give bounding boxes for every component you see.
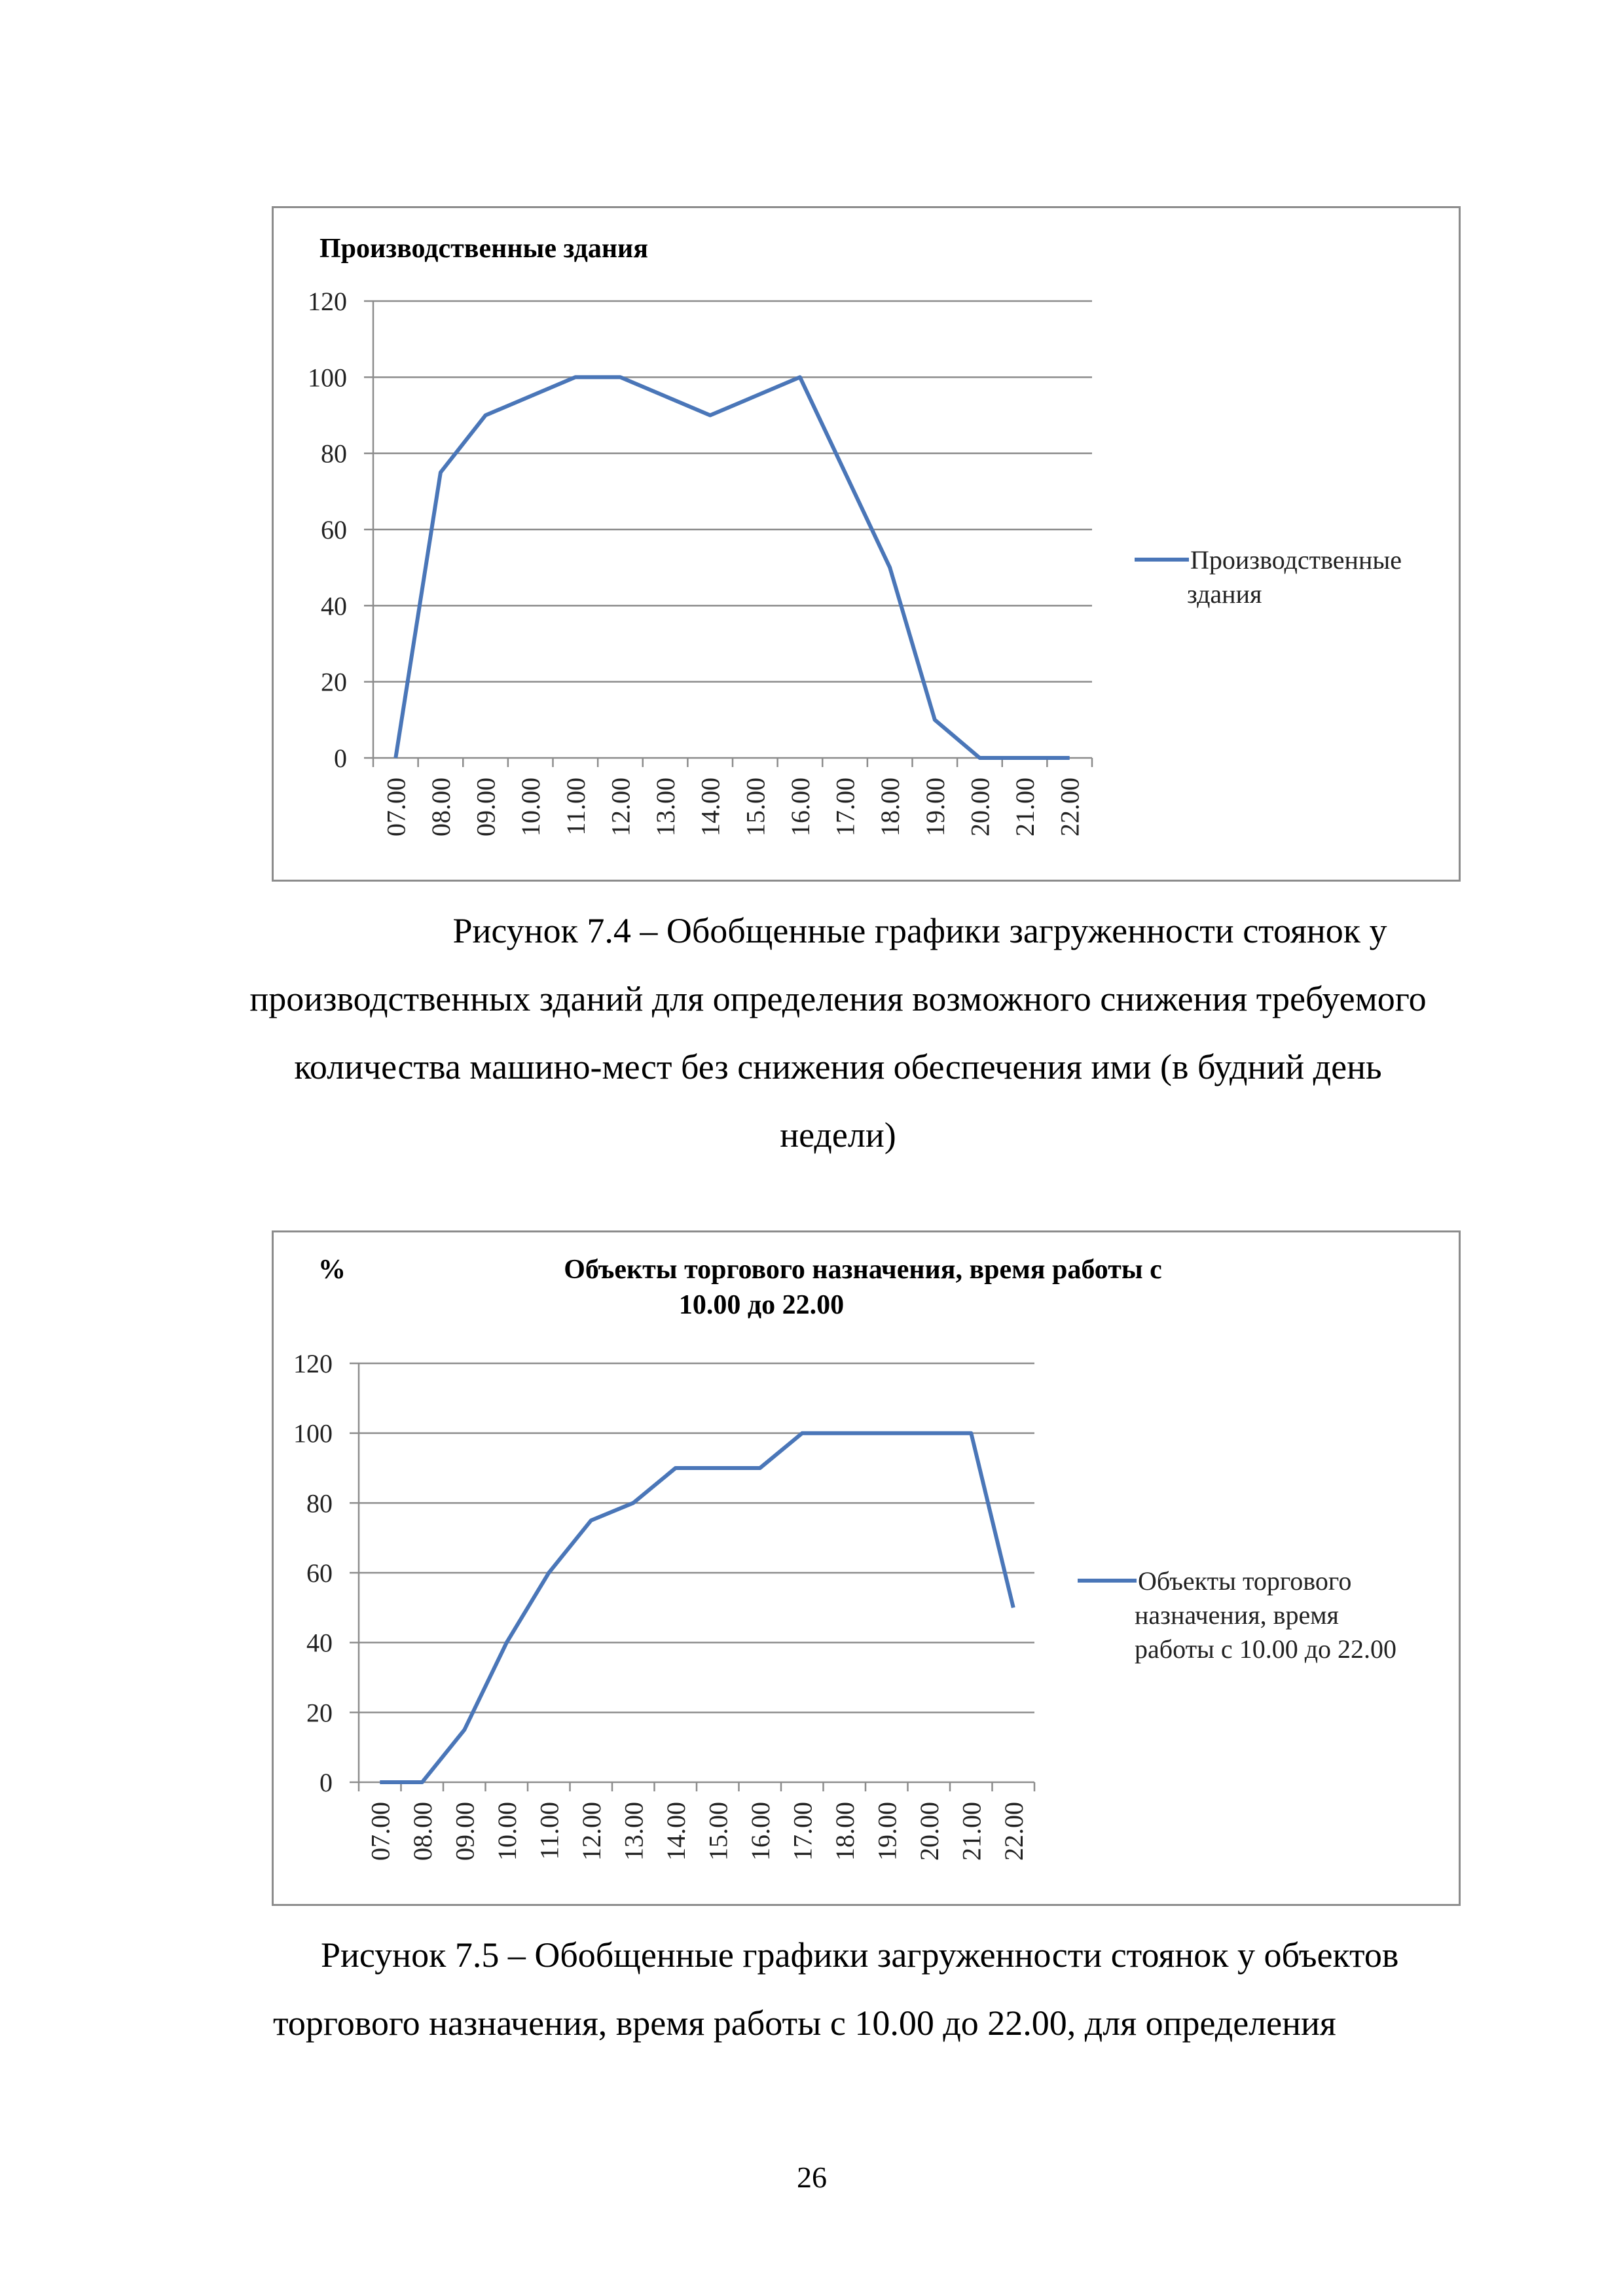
chart-title-line: 10.00 до 22.00 xyxy=(678,1290,845,1320)
x-tick-label: 15.00 xyxy=(703,1802,733,1861)
x-tick-label: 08.00 xyxy=(426,778,456,836)
chart-retail-objects xyxy=(272,1230,1461,1906)
x-tick-label: 17.00 xyxy=(788,1802,818,1861)
x-tick-label: 10.00 xyxy=(516,778,546,836)
page-number: 26 xyxy=(797,2161,827,2194)
y-tick-label: 100 xyxy=(308,363,347,393)
figure-7-5-caption xyxy=(196,1921,1506,2057)
y-tick-label: 40 xyxy=(306,1628,333,1658)
figure-7-4-caption xyxy=(196,897,1480,1169)
y-tick-label: 100 xyxy=(293,1418,333,1448)
y-tick-label: 20 xyxy=(321,667,347,697)
y-axis-label: % xyxy=(318,1255,346,1285)
y-tick-label: 60 xyxy=(306,1558,333,1588)
y-tick-label: 80 xyxy=(306,1488,333,1518)
chart-production-buildings-svg xyxy=(274,208,1463,884)
y-tick-label: 120 xyxy=(308,287,347,316)
y-tick-label: 80 xyxy=(321,439,347,469)
x-tick-label: 14.00 xyxy=(661,1802,691,1861)
chart-production-buildings xyxy=(272,206,1461,882)
x-tick-label: 14.00 xyxy=(695,778,725,836)
chart-title: Производственные здания xyxy=(319,234,648,264)
caption-7-4-line-2: производственных зданий для определения возможного снижения требуемого xyxy=(249,979,1427,1018)
legend-label-line: Объекты торгового xyxy=(1138,1566,1352,1596)
legend-label-line: Производственные xyxy=(1190,545,1402,575)
x-tick-label: 16.00 xyxy=(745,1802,775,1861)
y-tick-label: 60 xyxy=(321,515,347,545)
series-line xyxy=(395,377,1069,758)
caption-7-5-line-1: Рисунок 7.5 – Обобщенные графики загруженности стоянок у объектов xyxy=(321,1935,1399,1975)
caption-7-5-line-2: торгового назначения, время работы с 10.00 до 22.00, для определения xyxy=(273,2003,1336,2043)
x-tick-label: 09.00 xyxy=(471,778,501,836)
caption-7-4-line-1: Рисунок 7.4 – Обобщенные графики загруженности стоянок у xyxy=(452,911,1387,950)
x-tick-label: 22.00 xyxy=(998,1802,1029,1861)
y-tick-label: 20 xyxy=(306,1698,333,1728)
y-tick-label: 40 xyxy=(321,591,347,621)
x-tick-label: 22.00 xyxy=(1055,778,1085,836)
x-tick-label: 12.00 xyxy=(576,1802,606,1861)
caption-7-4-line-3: количества машино-мест без снижения обеспечения ими (в будний день xyxy=(294,1047,1382,1086)
chart-title-line: Объекты торгового назначения, время работы с xyxy=(564,1255,1162,1285)
x-tick-label: 17.00 xyxy=(830,778,860,836)
x-tick-label: 18.00 xyxy=(830,1802,860,1861)
x-tick-label: 13.00 xyxy=(651,778,681,836)
caption-7-4-line-4: недели) xyxy=(780,1115,896,1155)
x-tick-label: 13.00 xyxy=(619,1802,649,1861)
x-tick-label: 12.00 xyxy=(606,778,636,836)
x-tick-label: 08.00 xyxy=(407,1802,437,1861)
x-tick-label: 19.00 xyxy=(920,778,950,836)
x-tick-label: 11.00 xyxy=(534,1802,564,1860)
x-tick-label: 10.00 xyxy=(492,1802,522,1861)
x-tick-label: 09.00 xyxy=(450,1802,480,1861)
y-tick-label: 120 xyxy=(293,1349,333,1378)
x-tick-label: 11.00 xyxy=(560,778,591,836)
x-tick-label: 19.00 xyxy=(872,1802,902,1861)
x-tick-label: 21.00 xyxy=(957,1802,987,1861)
x-tick-label: 16.00 xyxy=(785,778,815,836)
legend-label-line: работы с 10.00 до 22.00 xyxy=(1135,1634,1397,1664)
chart-retail-objects-svg xyxy=(274,1232,1463,1908)
x-tick-label: 07.00 xyxy=(365,1802,395,1861)
y-tick-label: 0 xyxy=(319,1768,333,1797)
series-line xyxy=(380,1433,1013,1782)
legend-label-line: назначения, время xyxy=(1135,1600,1339,1630)
x-tick-label: 15.00 xyxy=(740,778,771,836)
legend-label-line: здания xyxy=(1187,579,1262,609)
x-tick-label: 20.00 xyxy=(914,1802,944,1861)
x-tick-label: 20.00 xyxy=(965,778,995,836)
y-tick-label: 0 xyxy=(334,744,347,773)
x-tick-label: 21.00 xyxy=(1010,778,1040,836)
x-tick-label: 07.00 xyxy=(381,778,411,836)
x-tick-label: 18.00 xyxy=(875,778,905,836)
